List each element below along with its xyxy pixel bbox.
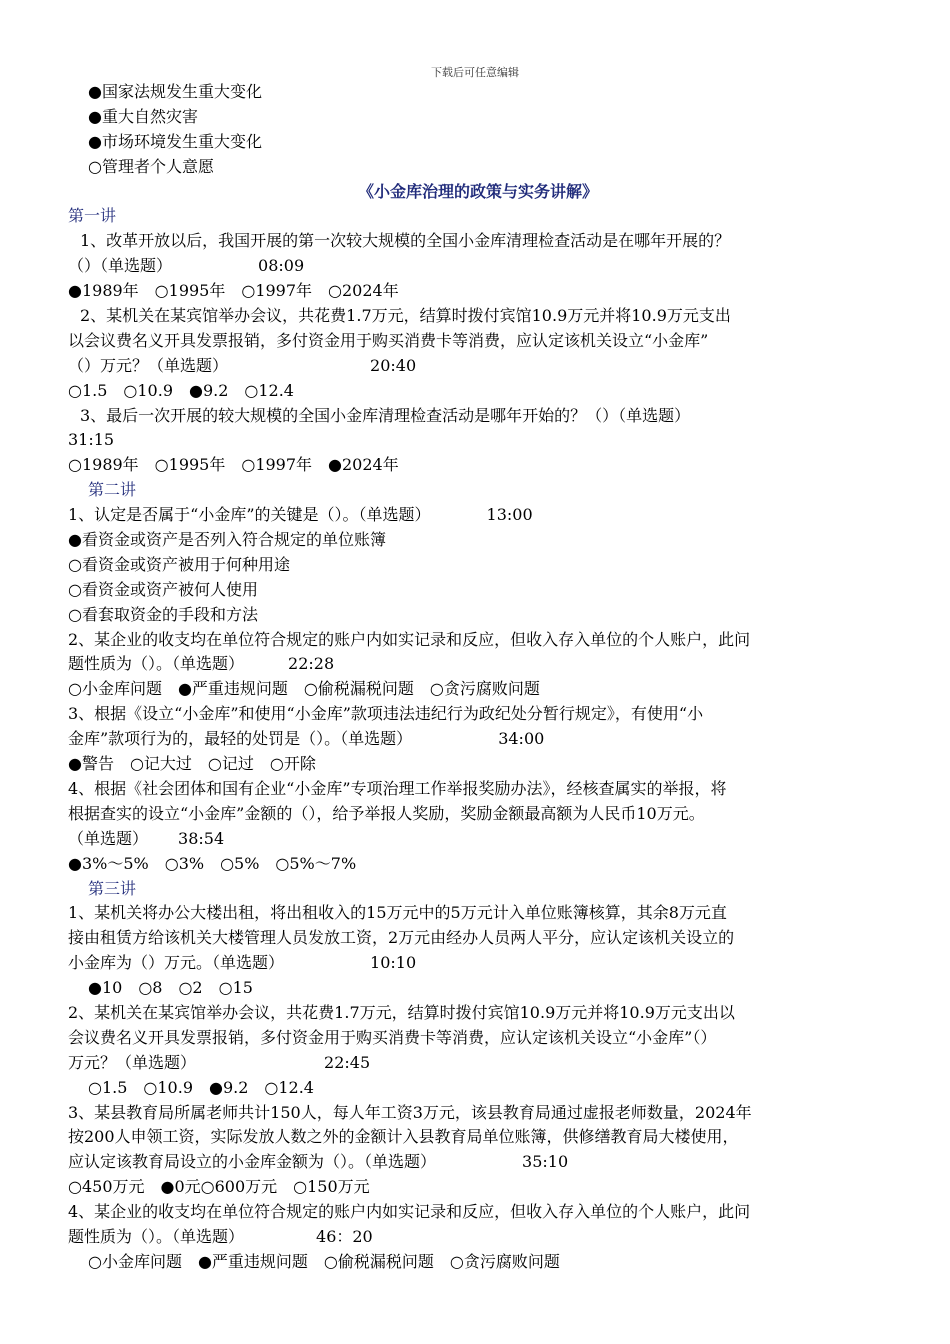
l3-q3-line3: 应认定该教育局设立的小金库金额为（）。（单选题） 35:10: [68, 1152, 569, 1172]
lecture-2-heading: 第二讲: [88, 480, 137, 500]
l1-q3-line1: 3、最后一次开展的较大规模的全国小金库清理检查活动是哪年开始的？（）（单选题）: [80, 405, 691, 425]
l2-q4-line2: 根据查实的设立“小金库”金额的（），给予举报人奖励，奖励金额最高额为人民币10万元。: [68, 803, 705, 823]
l3-q2-options: ○1.5 ○10.9 ●9.2 ○12.4: [88, 1077, 314, 1097]
l3-q2-line1: 2、某机关在某宾馆举办会议，共花费1.7万元，结算时拨付宾馆10.9万元并将10.9万元支出以: [68, 1002, 735, 1022]
l1-q2-time: 20:40: [370, 355, 417, 375]
l2-q1-option-3: ○看资金或资产被何人使用: [68, 579, 258, 599]
l3-q4-line1: 4、某企业的收支均在单位符合规定的账户内如实记录和反应，但收入存入单位的个人账户，此问: [68, 1202, 751, 1222]
l2-q3-time: 34:00: [498, 729, 545, 749]
l2-q1-time: 13:00: [486, 505, 533, 525]
l1-q1-options: ●1989年 ○1995年 ○1997年 ○2024年: [68, 281, 399, 301]
prev-option-2: ●重大自然灾害: [88, 106, 198, 126]
l1-q3-options: ○1989年 ○1995年 ○1997年 ●2024年: [68, 455, 399, 475]
l2-q4-line1: 4、根据《社会团体和国有企业“小金库”专项治理工作举报奖励办法》，经核查属实的举报，将: [68, 778, 727, 798]
l1-q2-options: ○1.5 ○10.9 ●9.2 ○12.4: [68, 380, 294, 400]
l1-q2-line2: 以会议费名义开具发票报销，多付资金用于购买消费卡等消费，应认定该机关设立“小金库”: [68, 330, 709, 350]
document-page: [68, 80, 888, 1275]
l3-q2-line3: 万元？（单选题） 22:45: [68, 1052, 371, 1072]
l2-q2-line1: 2、某企业的收支均在单位符合规定的账户内如实记录和反应，但收入存入单位的个人账户，此问: [68, 629, 751, 649]
l3-q3-line1: 3、某县教育局所属老师共计150人，每人年工资3万元，该县教育局通过虚报老师数量，2024年: [68, 1102, 752, 1122]
lecture-3-heading: 第三讲: [88, 878, 137, 898]
prev-option-3: ●市场环境发生重大变化: [88, 131, 262, 151]
l2-q4-options: ●3%～5% ○3% ○5% ○5%～7%: [68, 853, 357, 873]
l1-q3-time: 31:15: [68, 430, 115, 450]
l1-q1-time: 08:09: [258, 256, 305, 276]
lecture-1-heading: 第一讲: [68, 206, 117, 226]
l2-q4-line3: （单选题） 38:54: [68, 828, 225, 848]
header-note: 下载后可任意编辑: [431, 66, 519, 79]
l3-q1-line2: 接由租赁方给该机关大楼管理人员发放工资，2万元由经办人员两人平分，应认定该机关设立的: [68, 928, 735, 948]
l1-q1-line1: 1、改革开放以后，我国开展的第一次较大规模的全国小金库清理检查活动是在哪年开展的？: [80, 231, 731, 251]
l3-q1-options: ●10 ○8 ○2 ○15: [88, 978, 253, 998]
l2-q1-option-4: ○看套取资金的手段和方法: [68, 604, 258, 624]
l2-q2-time: 22:28: [288, 654, 335, 674]
l1-q1-line2: （）（单选题） 08:09: [68, 256, 305, 276]
l2-q2-line2: 题性质为（）。（单选题） 22:28: [68, 654, 335, 674]
prev-option-1: ●国家法规发生重大变化: [88, 82, 262, 101]
l2-q2-options: ○小金库问题 ●严重违规问题 ○偷税漏税问题 ○贪污腐败问题: [68, 679, 540, 699]
l1-q2-line3: （）万元？（单选题） 20:40: [68, 355, 417, 375]
l2-q1-option-2: ○看资金或资产被用于何种用途: [68, 554, 290, 574]
l2-q3-line2: 金库”款项行为的，最轻的处罚是（）。（单选题） 34:00: [68, 729, 545, 749]
l2-q1-line1: 1、认定是否属于“小金库”的关键是（）。（单选题） 13:00: [68, 505, 533, 525]
l2-q3-options: ●警告 ○记大过 ○记过 ○开除: [68, 754, 316, 774]
l3-q4-options: ○小金库问题 ●严重违规问题 ○偷税漏税问题 ○贪污腐败问题: [88, 1251, 560, 1271]
l3-q4-line2: 题性质为（）。（单选题） 46：20: [68, 1226, 373, 1246]
l3-q3-options: ○450万元 ●0元○600万元 ○150万元: [68, 1177, 370, 1197]
l3-q1-line1: 1、某机关将办公大楼出租，将出租收入的15万元中的5万元计入单位账簿核算，其余8万元直: [68, 903, 727, 923]
l3-q2-line2: 会议费名义开具发票报销，多付资金用于购买消费卡等消费，应认定该机关设立“小金库”（）: [68, 1027, 717, 1047]
l3-q3-line2: 按200人申领工资，实际发放人数之外的金额计入县教育局单位账簿，供修缮教育局大楼使用，: [68, 1127, 739, 1147]
l2-q1-option-1: ●看资金或资产是否列入符合规定的单位账簿: [68, 530, 386, 550]
l2-q3-line1: 3、根据《设立“小金库”和使用“小金库”款项违法违纪行为政纪处分暂行规定》，有使用“小: [68, 704, 704, 724]
l1-q2-line1: 2、某机关在某宾馆举办会议，共花费1.7万元，结算时拨付宾馆10.9万元并将10.9万元支出: [80, 306, 731, 326]
l2-q4-time: 38:54: [178, 828, 225, 848]
l3-q3-time: 35:10: [522, 1152, 569, 1172]
l3-q1-time: 10:10: [370, 953, 417, 973]
prev-option-4: ○管理者个人意愿: [88, 156, 214, 176]
document-title: 《小金库治理的政策与实务讲解》: [357, 181, 598, 201]
l3-q4-time: 46：20: [316, 1226, 373, 1246]
l3-q1-line3: 小金库为（）万元。（单选题） 10:10: [68, 953, 417, 973]
l3-q2-time: 22:45: [324, 1052, 371, 1072]
